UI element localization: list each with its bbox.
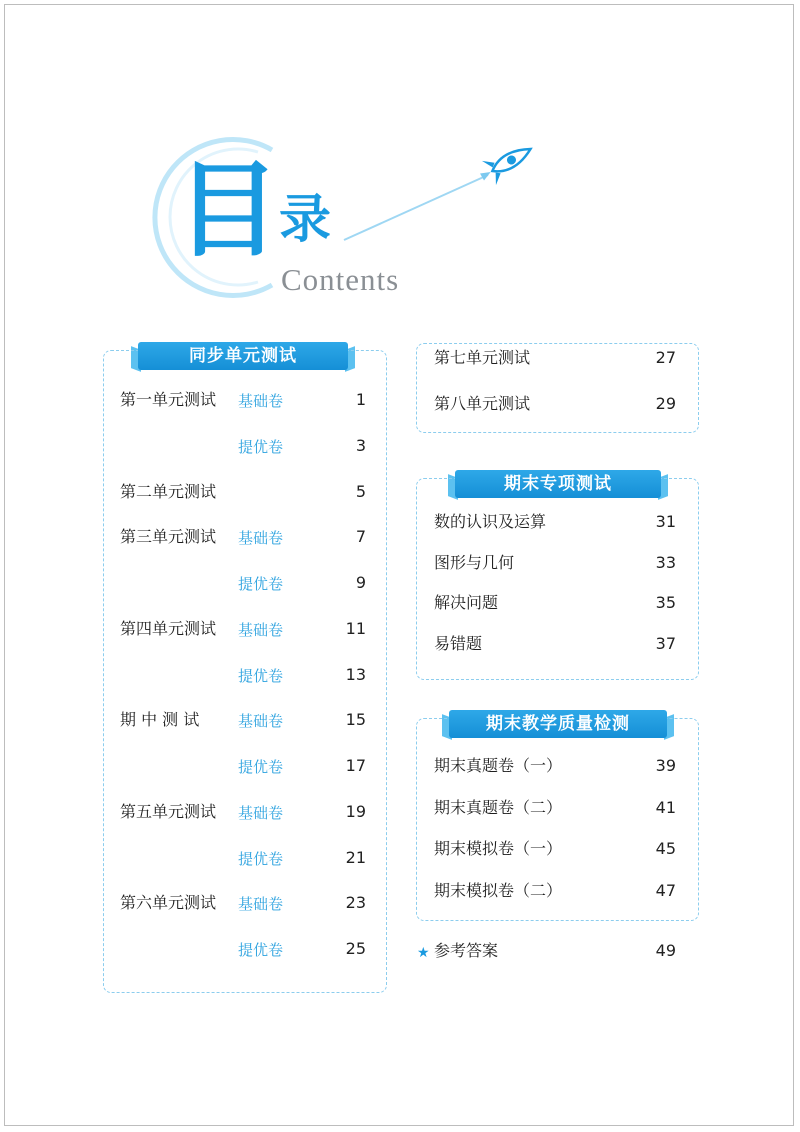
entry-sub-label: 基础卷 — [238, 392, 284, 410]
entry-label: 第四单元测试 — [120, 619, 217, 638]
entry-sub-label: 提优卷 — [238, 575, 284, 593]
toc-entry[interactable] — [0, 348, 800, 370]
toc-entry[interactable] — [0, 881, 800, 903]
entry-page: 13 — [345, 665, 366, 684]
entry-label: 易错题 — [434, 634, 483, 653]
toc-entry[interactable] — [0, 756, 800, 778]
toc-entry[interactable] — [0, 798, 800, 820]
entry-sub-label: 基础卷 — [238, 895, 284, 913]
entry-page: 7 — [355, 527, 366, 546]
entry-page: 3 — [355, 436, 366, 455]
entry-label: 第八单元测试 — [434, 394, 531, 413]
header-decoration — [0, 0, 800, 330]
entry-page: 1 — [355, 390, 366, 409]
entry-page: 27 — [655, 348, 676, 367]
entry-label: 第七单元测试 — [434, 348, 531, 367]
title-second-char: 录 — [279, 190, 332, 250]
entry-page: 47 — [655, 881, 676, 900]
entry-page: 11 — [345, 619, 366, 638]
entry-page: 29 — [655, 394, 676, 413]
toc-entry[interactable] — [0, 839, 800, 861]
entry-label: 解决问题 — [434, 593, 499, 612]
star-icon: ★ — [417, 945, 430, 961]
entry-label: 图形与几何 — [434, 553, 515, 572]
toc-entry[interactable] — [0, 553, 800, 575]
toc-entry[interactable] — [0, 593, 800, 615]
entry-label: 期末真题卷（二） — [434, 798, 563, 817]
entry-sub-label: 提优卷 — [238, 941, 284, 959]
toc-entry[interactable] — [0, 436, 800, 458]
entry-label: 第一单元测试 — [120, 390, 217, 409]
title-english: Contents — [281, 262, 400, 297]
answers-page: 49 — [655, 941, 676, 960]
right-bottom-ribbon: 期末教学质量检测 — [449, 710, 667, 738]
entry-page: 41 — [655, 798, 676, 817]
toc-entry[interactable] — [0, 512, 800, 534]
right-mid-ribbon: 期末专项测试 — [455, 470, 661, 498]
entry-page: 15 — [345, 710, 366, 729]
toc-entry[interactable] — [0, 634, 800, 656]
toc-entry[interactable] — [0, 939, 800, 961]
entry-sub-label: 基础卷 — [238, 621, 284, 639]
entry-label: 第六单元测试 — [120, 893, 217, 912]
entry-label: 第三单元测试 — [120, 527, 217, 546]
left-section-ribbon: 同步单元测试 — [138, 342, 348, 370]
answers-label[interactable]: 参考答案 — [434, 941, 499, 960]
entry-page: 19 — [345, 802, 366, 821]
entry-label: 第五单元测试 — [120, 802, 217, 821]
entry-label: 数的认识及运算 — [434, 512, 547, 531]
entry-sub-label: 基础卷 — [238, 529, 284, 547]
entry-sub-label: 基础卷 — [238, 804, 284, 822]
entry-label: 期 中 测 试 — [120, 710, 200, 729]
entry-page: 17 — [345, 756, 366, 775]
entry-page: 9 — [355, 573, 366, 592]
entry-label: 期末模拟卷（二） — [434, 881, 563, 900]
entry-page: 23 — [345, 893, 366, 912]
rocket-icon — [475, 137, 537, 189]
entry-page: 37 — [655, 634, 676, 653]
entry-sub-label: 提优卷 — [238, 438, 284, 456]
entry-page: 45 — [655, 839, 676, 858]
rocket-trail — [344, 175, 488, 240]
entry-page: 21 — [345, 848, 366, 867]
entry-page: 35 — [655, 593, 676, 612]
entry-label: 期末真题卷（一） — [434, 756, 563, 775]
toc-entry[interactable] — [0, 394, 800, 416]
entry-sub-label: 提优卷 — [238, 667, 284, 685]
entry-sub-label: 提优卷 — [238, 850, 284, 868]
entry-sub-label: 基础卷 — [238, 712, 284, 730]
entry-sub-label: 提优卷 — [238, 758, 284, 776]
entry-page: 39 — [655, 756, 676, 775]
entry-page: 31 — [655, 512, 676, 531]
title-main-char: 目 — [176, 149, 281, 271]
entry-page: 5 — [355, 482, 366, 501]
entry-page: 25 — [345, 939, 366, 958]
entry-page: 33 — [655, 553, 676, 572]
entry-label: 期末模拟卷（一） — [434, 839, 563, 858]
entry-label: 第二单元测试 — [120, 482, 217, 501]
